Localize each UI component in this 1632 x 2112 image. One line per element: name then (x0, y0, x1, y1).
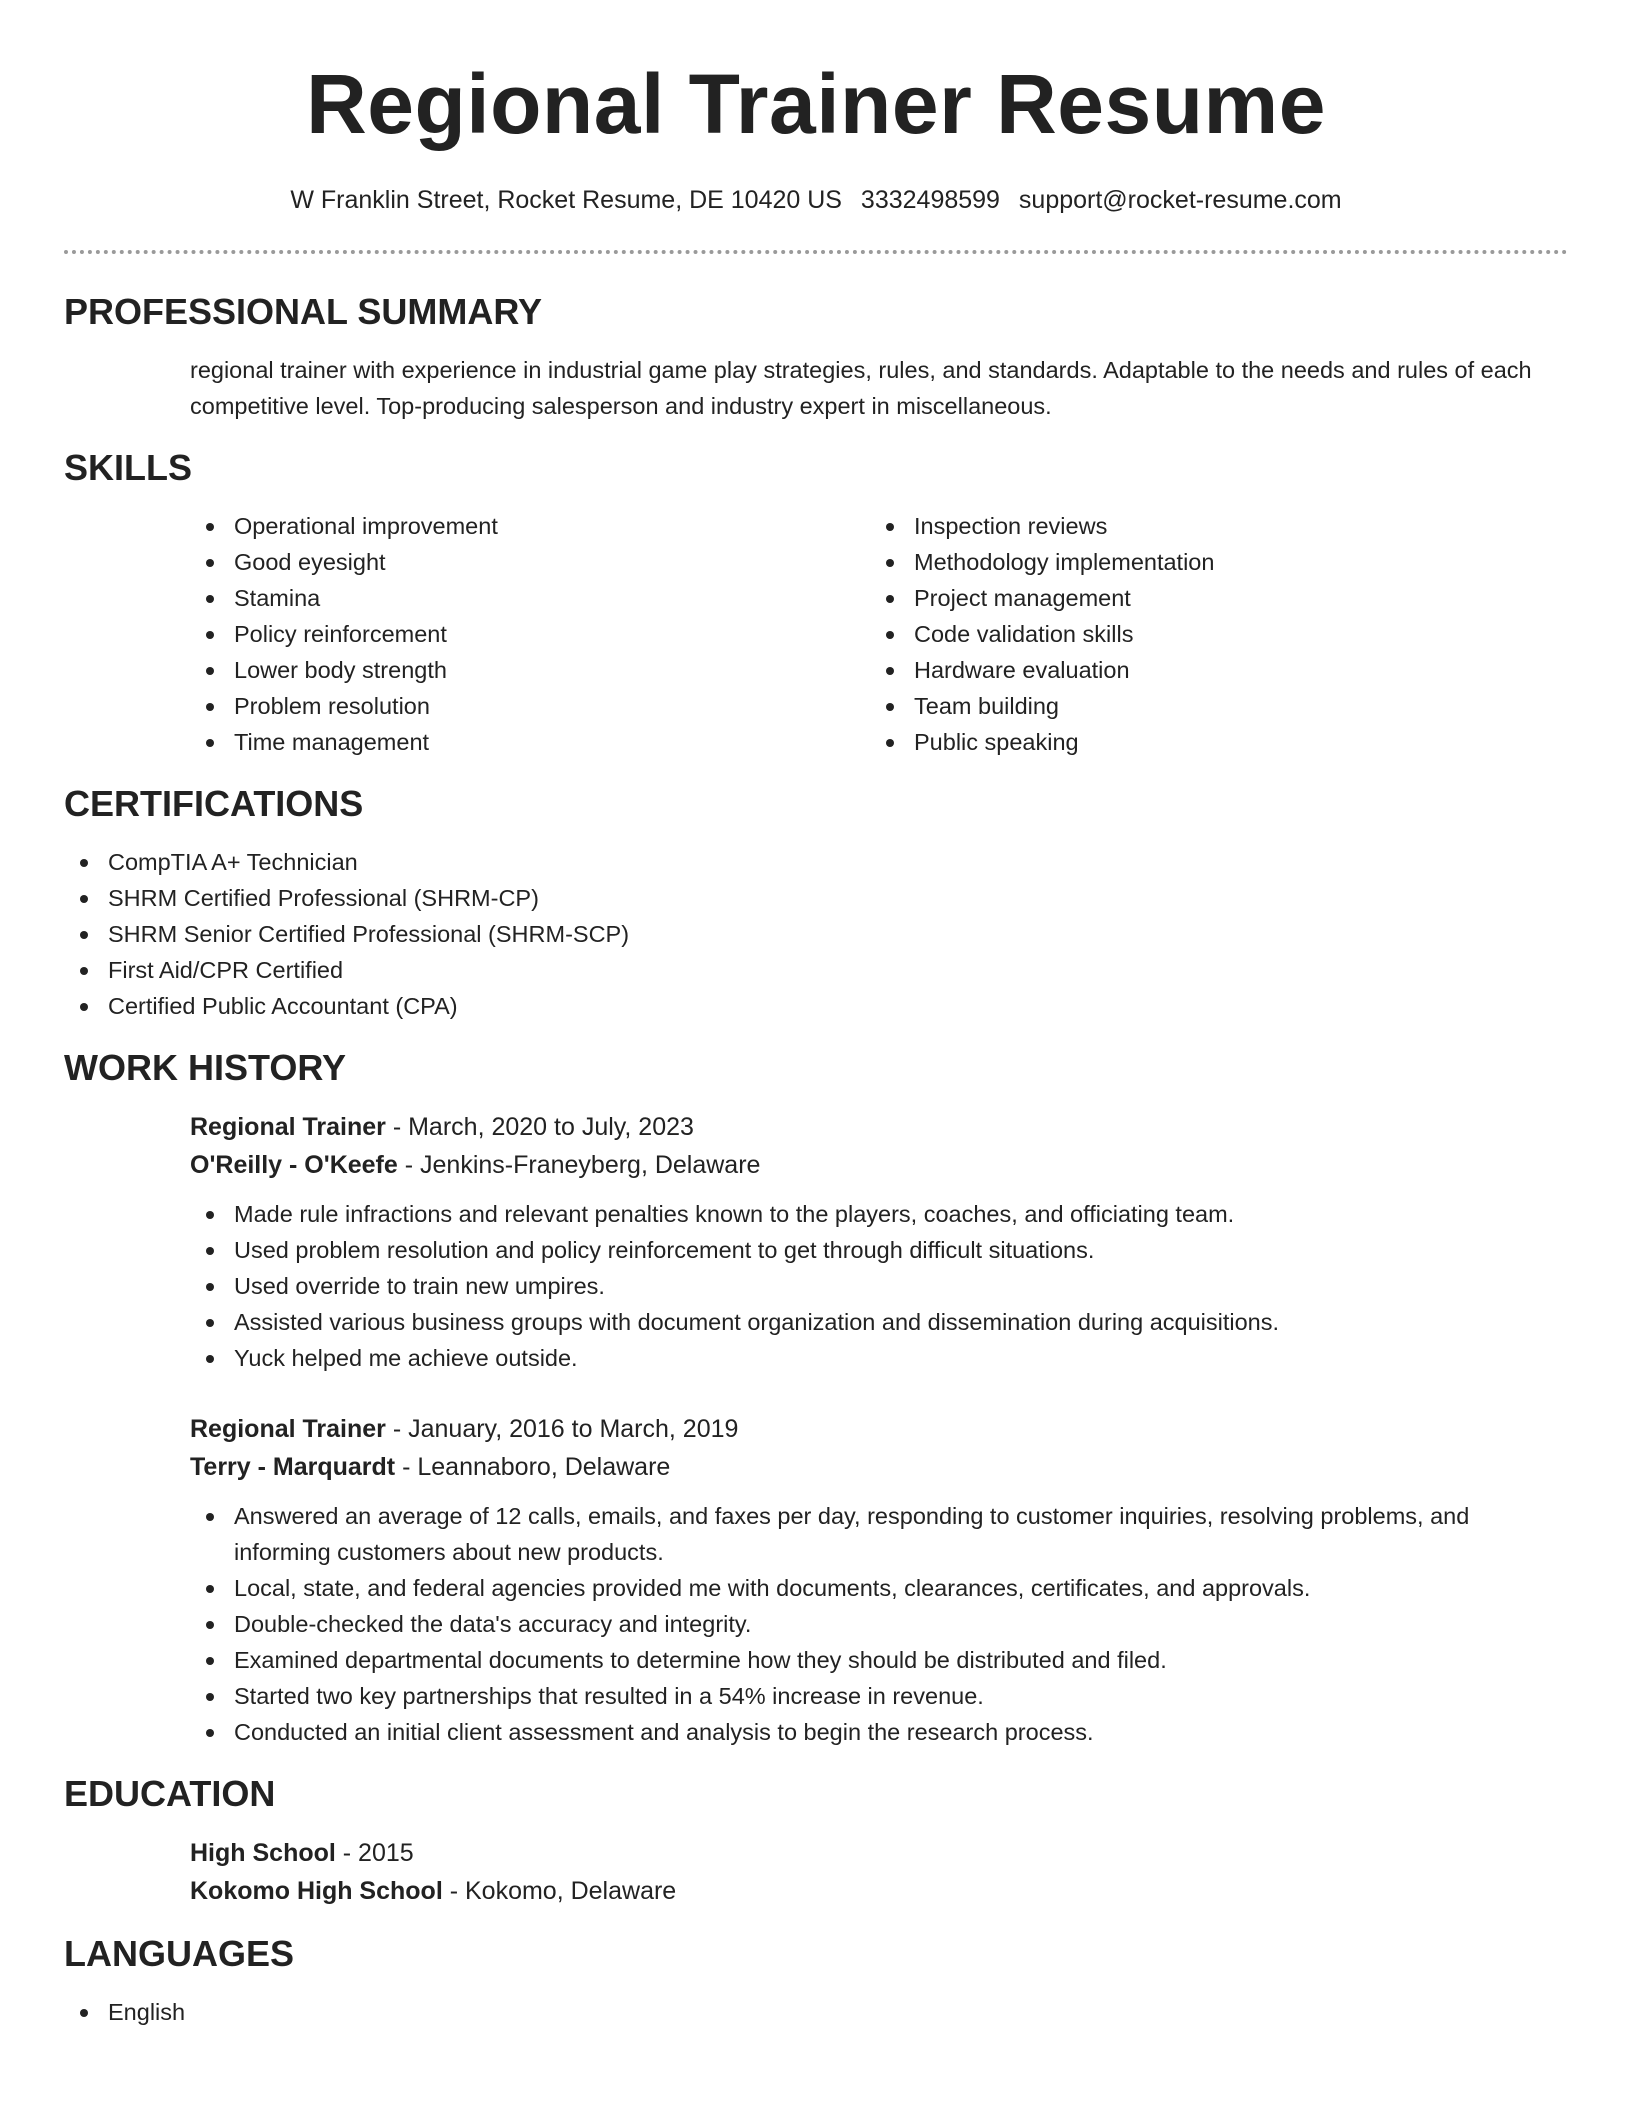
work-history-section (64, 1046, 1568, 1750)
skill-item: Code validation skills (870, 616, 1550, 652)
job-entry (190, 1108, 1568, 1376)
summary-section (64, 290, 1568, 424)
contact-address: W Franklin Street, Rocket Resume, DE 10420 US (290, 186, 842, 214)
certification-item: First Aid/CPR Certified (64, 952, 1568, 988)
job-bullet: Answered an average of 12 calls, emails, and faxes per day, responding to customer inquiries, resolving problems, and informing customers about new products. (190, 1498, 1568, 1570)
skill-item: Stamina (190, 580, 870, 616)
contact-line (64, 184, 1568, 216)
skills-list-left (190, 508, 870, 760)
skill-item: Good eyesight (190, 544, 870, 580)
job-bullet: Local, state, and federal agencies provided me with documents, clearances, certificates, and approvals. (190, 1570, 1568, 1606)
header-divider (64, 250, 1568, 254)
resume-title: Regional Trainer Resume (306, 57, 1326, 151)
education-degree: High School (190, 1839, 336, 1867)
certification-item: Certified Public Accountant (CPA) (64, 988, 1568, 1024)
education-entry (190, 1834, 1568, 1910)
section-title-skills: SKILLS (64, 447, 193, 488)
job-bullets (190, 1196, 1568, 1376)
skill-item: Operational improvement (190, 508, 870, 544)
skills-section (64, 446, 1568, 760)
skills-grid (190, 508, 1568, 760)
job-bullet: Used problem resolution and policy reinforcement to get through difficult situations. (190, 1232, 1568, 1268)
language-item: English (64, 1994, 1568, 2030)
job-dates: - March, 2020 to July, 2023 (385, 1113, 694, 1141)
job-bullet: Yuck helped me achieve outside. (190, 1340, 1568, 1376)
skill-item: Methodology implementation (870, 544, 1550, 580)
education-location: - Kokomo, Delaware (442, 1877, 677, 1905)
skills-list-right (870, 508, 1550, 760)
job-bullets (190, 1498, 1568, 1750)
job-location: - Leannaboro, Delaware (395, 1453, 671, 1481)
job-title-line (190, 1108, 1568, 1146)
job-company: Terry - Marquardt (190, 1453, 396, 1481)
job-bullet: Examined departmental documents to determine how they should be distributed and filed. (190, 1642, 1568, 1678)
skill-item: Hardware evaluation (870, 652, 1550, 688)
certifications-section (64, 782, 1568, 1024)
job-company: O'Reilly - O'Keefe (190, 1151, 398, 1179)
certification-item: SHRM Certified Professional (SHRM-CP) (64, 880, 1568, 916)
job-company-line (190, 1146, 1568, 1184)
languages-list (64, 1994, 1568, 2030)
education-year: - 2015 (335, 1839, 414, 1867)
certifications-list (64, 844, 1568, 1024)
skill-item: Project management (870, 580, 1550, 616)
job-bullet: Double-checked the data's accuracy and integrity. (190, 1606, 1568, 1642)
job-dates: - January, 2016 to March, 2019 (385, 1415, 739, 1443)
section-title-education: EDUCATION (64, 1773, 276, 1814)
skill-item: Public speaking (870, 724, 1550, 760)
certification-item: SHRM Senior Certified Professional (SHRM-SCP) (64, 916, 1568, 952)
job-title: Regional Trainer (190, 1415, 386, 1443)
certification-item: CompTIA A+ Technician (64, 844, 1568, 880)
skill-item: Inspection reviews (870, 508, 1550, 544)
education-section (64, 1772, 1568, 1910)
job-location: - Jenkins-Franeyberg, Delaware (397, 1151, 761, 1179)
job-entry (190, 1410, 1568, 1750)
contact-phone: 3332498599 (860, 186, 1000, 214)
section-title-summary: PROFESSIONAL SUMMARY (64, 291, 543, 332)
contact-email: support@rocket-resume.com (1018, 186, 1342, 214)
skill-item: Lower body strength (190, 652, 870, 688)
job-bullet: Conducted an initial client assessment and analysis to begin the research process. (190, 1714, 1568, 1750)
education-school-line (190, 1872, 1568, 1910)
job-bullet: Used override to train new umpires. (190, 1268, 1568, 1304)
summary-text: regional trainer with experience in industrial game play strategies, rules, and standards. Adaptable to the needs and rules of each competitive level. Top-producing salesperson and industry expert in miscellaneous. (190, 357, 1532, 419)
education-school: Kokomo High School (190, 1877, 443, 1905)
section-title-certifications: CERTIFICATIONS (64, 783, 364, 824)
skill-item: Team building (870, 688, 1550, 724)
skill-item: Problem resolution (190, 688, 870, 724)
job-company-line (190, 1448, 1568, 1486)
job-title-line (190, 1410, 1568, 1448)
job-title: Regional Trainer (190, 1113, 386, 1141)
job-bullet: Made rule infractions and relevant penalties known to the players, coaches, and officiating team. (190, 1196, 1568, 1232)
skill-item: Time management (190, 724, 870, 760)
skill-item: Policy reinforcement (190, 616, 870, 652)
section-title-work-history: WORK HISTORY (64, 1047, 347, 1088)
job-bullet: Assisted various business groups with document organization and dissemination during acquisitions. (190, 1304, 1568, 1340)
job-bullet: Started two key partnerships that resulted in a 54% increase in revenue. (190, 1678, 1568, 1714)
education-degree-line (190, 1834, 1568, 1872)
section-title-languages: LANGUAGES (64, 1933, 295, 1974)
languages-section (64, 1932, 1568, 2030)
